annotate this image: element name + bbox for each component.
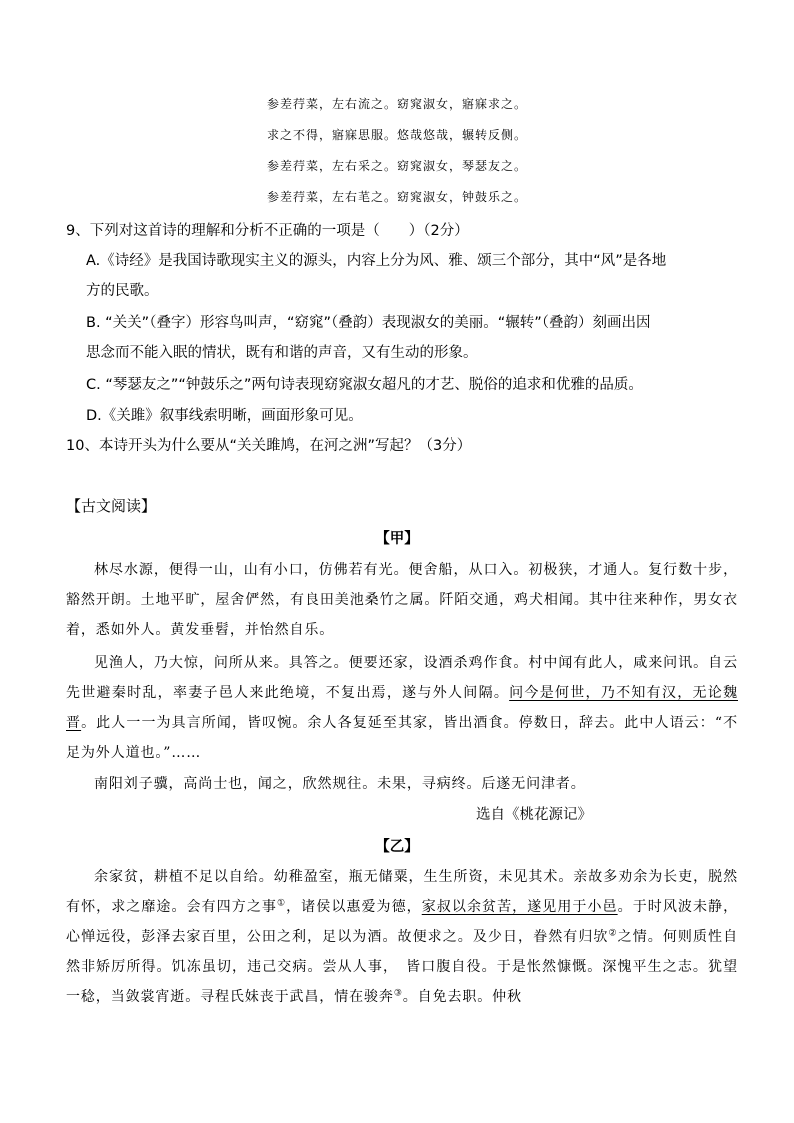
passage-yi-text-b: ，诸侯以惠爱为德， bbox=[286, 899, 422, 915]
passage-yi-text-c: 。于时风波未静，心惮远役，彭泽去家百里，公田之利，足以为酒。故便求之。及少日，眷然有归欤 bbox=[66, 899, 739, 945]
passage-yi-heading: 【乙】 bbox=[375, 839, 419, 855]
passage-jia-source: 选自《桃花源记》 bbox=[476, 807, 592, 823]
question-9-option-d: D.《关雎》叙事线索明晰，画面形象可见。 bbox=[86, 408, 363, 424]
passage-jia-p2-text-a: 见渔人，乃大惊，问所从来。具答之。便要还家，设酒杀鸡作食。村中闻有此人，咸来问讯。自云先世避秦时乱，率妻子邑人来此绝境，不复出焉，遂与外人间隔。 bbox=[66, 655, 738, 701]
underlined-sentence-yi: 家叔以余贫苦，遂见用于小邑 bbox=[421, 899, 618, 915]
underlined-sentence-jia: 问今是何世，乃不知有汉，无论魏晋 bbox=[66, 685, 738, 731]
passage-yi-text-e: 。自免去职。仲秋 bbox=[402, 989, 522, 1005]
passage-jia-paragraph-2 bbox=[66, 648, 738, 768]
poem-line-3: 参差荇菜，左右采之。窈窕淑女，琴瑟友之。 bbox=[266, 159, 527, 173]
passage-jia-paragraph-3: 南阳刘子骥，高尚士也，闻之，欣然规往。未果，寻病终。后遂无问津者。 bbox=[94, 776, 586, 792]
question-9-option-c: C. “琴瑟友之”“钟鼓乐之”两句诗表现窈窕淑女超凡的才艺、脱俗的追求和优雅的品质。 bbox=[86, 377, 643, 393]
option-b-line-1: B. “关关”（叠字）形容鸟叫声，“窈窕”（叠韵）表现淑女的美丽。“辗转”（叠韵）刻画出因 bbox=[86, 315, 651, 331]
question-9-option-a bbox=[86, 246, 726, 306]
footnote-marker-1: ① bbox=[276, 898, 287, 909]
option-b-line-2: 思念而不能入眠的情状，既有和谐的声音，又有生动的形象。 bbox=[86, 345, 478, 361]
footnote-marker-2: ② bbox=[608, 928, 618, 939]
passage-jia-p2-text-b: 。此人一一为具言所闻，皆叹惋。余人各复延至其家，皆出酒食。停数日，辞去。此中人语云：“不足为外人道也。”…… bbox=[66, 715, 738, 761]
poem-line-4: 参差荇菜，左右芼之。窈窕淑女，钟鼓乐之。 bbox=[266, 190, 527, 204]
passage-yi-paragraph-1 bbox=[66, 862, 738, 1012]
passage-jia-paragraph-1: 林尽水源，便得一山，山有小口，仿佛若有光。便舍船，从口入。初极狭，才通人。复行数十步，豁然开朗。土地平旷，屋舍俨然，有良田美池桑竹之属。阡陌交通，鸡犬相闻。其中往来种作，男女衣着，悉如外人。黄发垂髫，并怡然自乐。 bbox=[66, 562, 738, 638]
question-9-option-b bbox=[86, 308, 726, 368]
passage-yi-text-d: 之情。何则质性自然非矫厉所得。饥冻虽切，违己交病。尝从人事， 皆口腹自役。于是怅然慷慨。深愧平生之志。犹望一稔，当敛裳宵逝。寻程氏妹丧于武昌，情在骏奔 bbox=[66, 929, 739, 1005]
option-a-line-1: A.《诗经》是我国诗歌现实主义的源头，内容上分为风、雅、颂三个部分，其中“风”是各地 bbox=[86, 253, 667, 269]
footnote-marker-3: ③ bbox=[393, 988, 403, 999]
section-title-classical-reading: 【古文阅读】 bbox=[66, 497, 157, 515]
question-9-stem: 9、下列对这首诗的理解和分析不正确的一项是（ ）（2分） bbox=[66, 223, 469, 239]
option-a-line-2: 方的民歌。 bbox=[86, 283, 159, 299]
question-10-stem: 10、本诗开头为什么要从“关关雎鸠，在河之洲”写起？（3分） bbox=[66, 438, 472, 454]
passage-yi-text-a: 余家贫，耕植不足以自给。幼稚盈室，瓶无储粟，生生所资，未见其术。亲故多劝余为长吏，脱然有怀，求之靡途。会有四方之事 bbox=[66, 869, 738, 915]
passage-jia-heading: 【甲】 bbox=[375, 531, 419, 547]
poem-line-2: 求之不得，寤寐思服。悠哉悠哉，辗转反侧。 bbox=[266, 128, 527, 142]
poem-line-1: 参差荇菜，左右流之。窈窕淑女，寤寐求之。 bbox=[266, 97, 527, 111]
